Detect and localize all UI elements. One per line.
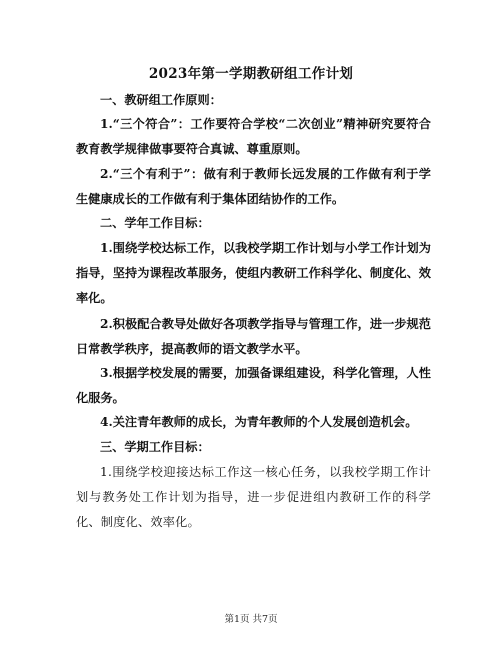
- paragraph-1-2: 2.“三个有利于”：做有利于教师长远发展的工作做有利于学生健康成长的工作做有利于集体团结协作的工作。: [76, 167, 431, 206]
- paragraph-2-3: 3.根据学校发展的需要，加强备课组建设，科学化管理，人性化服务。: [76, 366, 431, 405]
- paragraph-1-1: 1.“三个符合”：工作要符合学校“二次创业”精神研究要符合教育教学规律做事要符合真诚、尊重原则。: [76, 117, 431, 156]
- section-heading-3: 三、学期工作目标：: [100, 440, 210, 454]
- page-number: 第1页 共7页: [224, 614, 278, 625]
- paragraph-2-1: 1.围绕学校达标工作，以我校学期工作计划与小学工作计划为指导，坚持为课程改革服务，使组内教研工作科学化、制度化、效率化。: [76, 241, 431, 305]
- section-heading-1: 一、教研组工作原则：: [100, 93, 222, 107]
- paragraph-2-4: 4.关注青年教师的成长，为青年教师的个人发展创造机会。: [100, 415, 418, 429]
- document-title: 2023年第一学期教研组工作计划: [148, 66, 354, 82]
- section-heading-2: 二、学年工作目标：: [100, 216, 210, 230]
- paragraph-3-1: 1.围绕学校迎接达标工作这一核心任务，以我校学期工作计划与教务处工作计划为指导，进一步促进组内教研工作的科学化、制度化、效率化。: [76, 465, 431, 529]
- paragraph-2-2: 2.积极配合教导处做好各项教学指导与管理工作，进一步规范日常教学秩序，提高教师的语文教学水平。: [76, 317, 431, 356]
